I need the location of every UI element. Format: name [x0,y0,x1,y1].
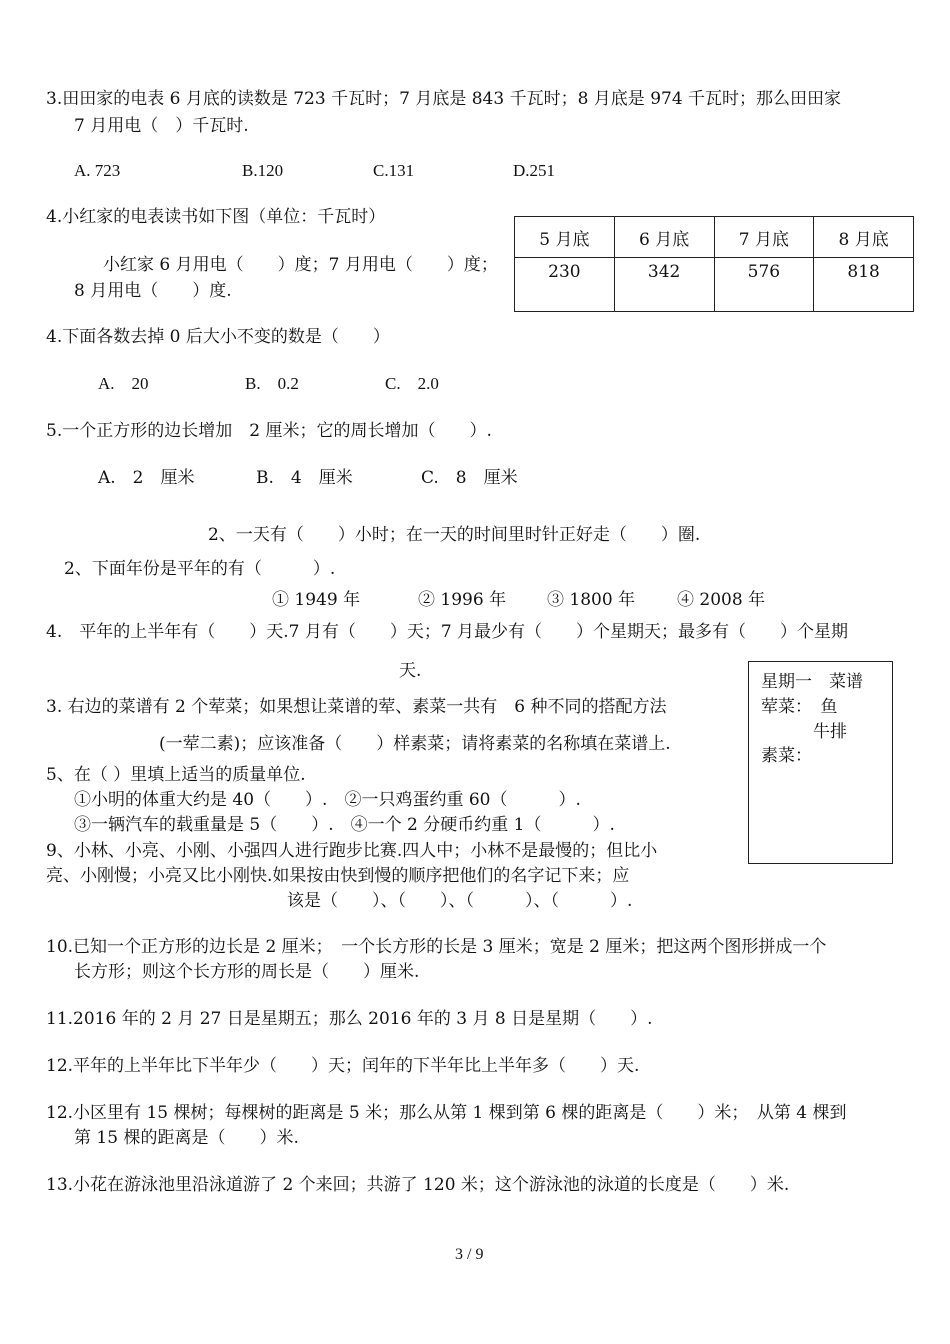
q11-line: 11.2016 年的 2 月 27 日是星期五；那么 2016 年的 3 月 8 日是星期（ ）. [46,1009,653,1029]
q5a-option-b: B. 4 厘米 [256,468,353,488]
q5a-line: 5.一个正方形的边长增加 2 厘米；它的周长增加（ ）. [46,421,492,441]
q10-line2: 长方形；则这个长方形的周长是（ ）厘米. [74,962,420,982]
q2a-line: 2、一天有（ ）小时；在一天的时间里时针正好走（ ）圈. [208,525,701,545]
q5a-option-a: A. 2 厘米 [98,468,195,488]
q2b-option-2: ② 1996 年 [418,590,507,610]
q4b-option-b: B. 0.2 [245,374,299,393]
q9-line2: 亮、小刚慢；小亮又比小刚快.如果按由快到慢的顺序把他们的名字记下来；应 [46,866,630,886]
q3-option-a: A. 723 [74,161,121,180]
q12a-line: 12.平年的上半年比下半年少（ ）天；闰年的下半年比上半年多（ ）天. [46,1056,640,1076]
q5a-option-c: C. 8 厘米 [421,468,518,488]
menu-meat-label: 荤菜： 鱼 [761,697,838,717]
q4b-line: 4.下面各数去掉 0 后大小不变的数是（ ） [46,327,390,347]
menu-veg-label: 素菜： [761,746,812,766]
meter-value-cell: 576 [714,258,814,312]
q2b-option-4: ④ 2008 年 [677,590,766,610]
q4b-option-a: A. 20 [98,374,149,393]
q5b-row1: ①小明的体重大约是 40（ ）. ②一只鸡蛋约重 60（ ）. [74,790,581,810]
meter-header-cell: 7 月底 [714,217,814,258]
meter-header-cell: 6 月底 [614,217,714,258]
q13-line: 13.小花在游泳池里沿泳道游了 2 个来回；共游了 120 米；这个游泳池的泳道的长度是（ ）米. [46,1175,790,1195]
q4c-line1: 4. 平年的上半年有（ ）天.7 月有（ ）天；7 月最少有（ ）个星期天；最多有（ ）个星期 [46,622,849,642]
page-number: 3 / 9 [455,1246,484,1263]
meter-value-cell: 342 [614,258,714,312]
q3b-line1: 3. 右边的菜谱有 2 个荤菜；如果想让菜谱的荤、素菜一共有 6 种不同的搭配方法 [46,697,667,717]
q10-line1: 10.已知一个正方形的边长是 2 厘米； 一个长方形的长是 3 厘米；宽是 2 厘米；把这两个图形拼成一个 [46,937,827,957]
q3-option-c: C.131 [373,161,415,180]
meter-header-cell: 5 月底 [515,217,615,258]
q9-line3: 该是（ ）、（ ）、（ ）、（ ）. [287,891,633,911]
q4a-title: 4.小红家的电表读书如下图（单位：千瓦时） [46,207,386,227]
q4a-line1: 小红家 6 月用电（ ）度；7 月用电（ ）度； [103,255,498,275]
q3-line2: 7 月用电（ ）千瓦时. [74,116,249,136]
menu-title: 星期一 菜谱 [761,672,863,692]
menu-meat-2: 牛排 [813,722,847,742]
meter-table [514,216,914,312]
meter-header-cell: 8 月底 [814,217,914,258]
q5b-line: 5、在（ ）里填上适当的质量单位. [46,765,306,785]
q3b-line2: (一荤二素)；应该准备（ ）样素菜；请将素菜的名称填在菜谱上. [159,734,671,754]
q2b-line: 2、下面年份是平年的有（ ）. [64,559,336,579]
q9-line1: 9、小林、小亮、小刚、小强四人进行跑步比赛.四人中；小林不是最慢的；但比小 [46,841,658,861]
q3-option-d: D.251 [513,161,556,180]
q2b-option-1: ① 1949 年 [272,590,361,610]
q12b-line1: 12.小区里有 15 棵树；每棵树的距离是 5 米；那么从第 1 棵到第 6 棵的距离是（ ）米； 从第 4 棵到 [46,1103,847,1123]
q4b-option-c: C. 2.0 [385,374,439,393]
q5b-row2: ③一辆汽车的载重量是 5（ ）. ④一个 2 分硬币约重 1（ ）. [74,815,615,835]
meter-value-cell: 818 [814,258,914,312]
meter-value-cell: 230 [515,258,615,312]
q12b-line2: 第 15 棵的距离是（ ）米. [74,1128,299,1148]
q4c-line2: 天. [399,661,422,681]
q2b-option-3: ③ 1800 年 [547,590,636,610]
q3-line1: 3.田田家的电表 6 月底的读数是 723 千瓦时；7 月底是 843 千瓦时；8 月底是 974 千瓦时；那么田田家 [46,89,842,109]
q4a-line2: 8 月用电（ ）度. [74,281,232,301]
q3-option-b: B.120 [242,161,284,180]
